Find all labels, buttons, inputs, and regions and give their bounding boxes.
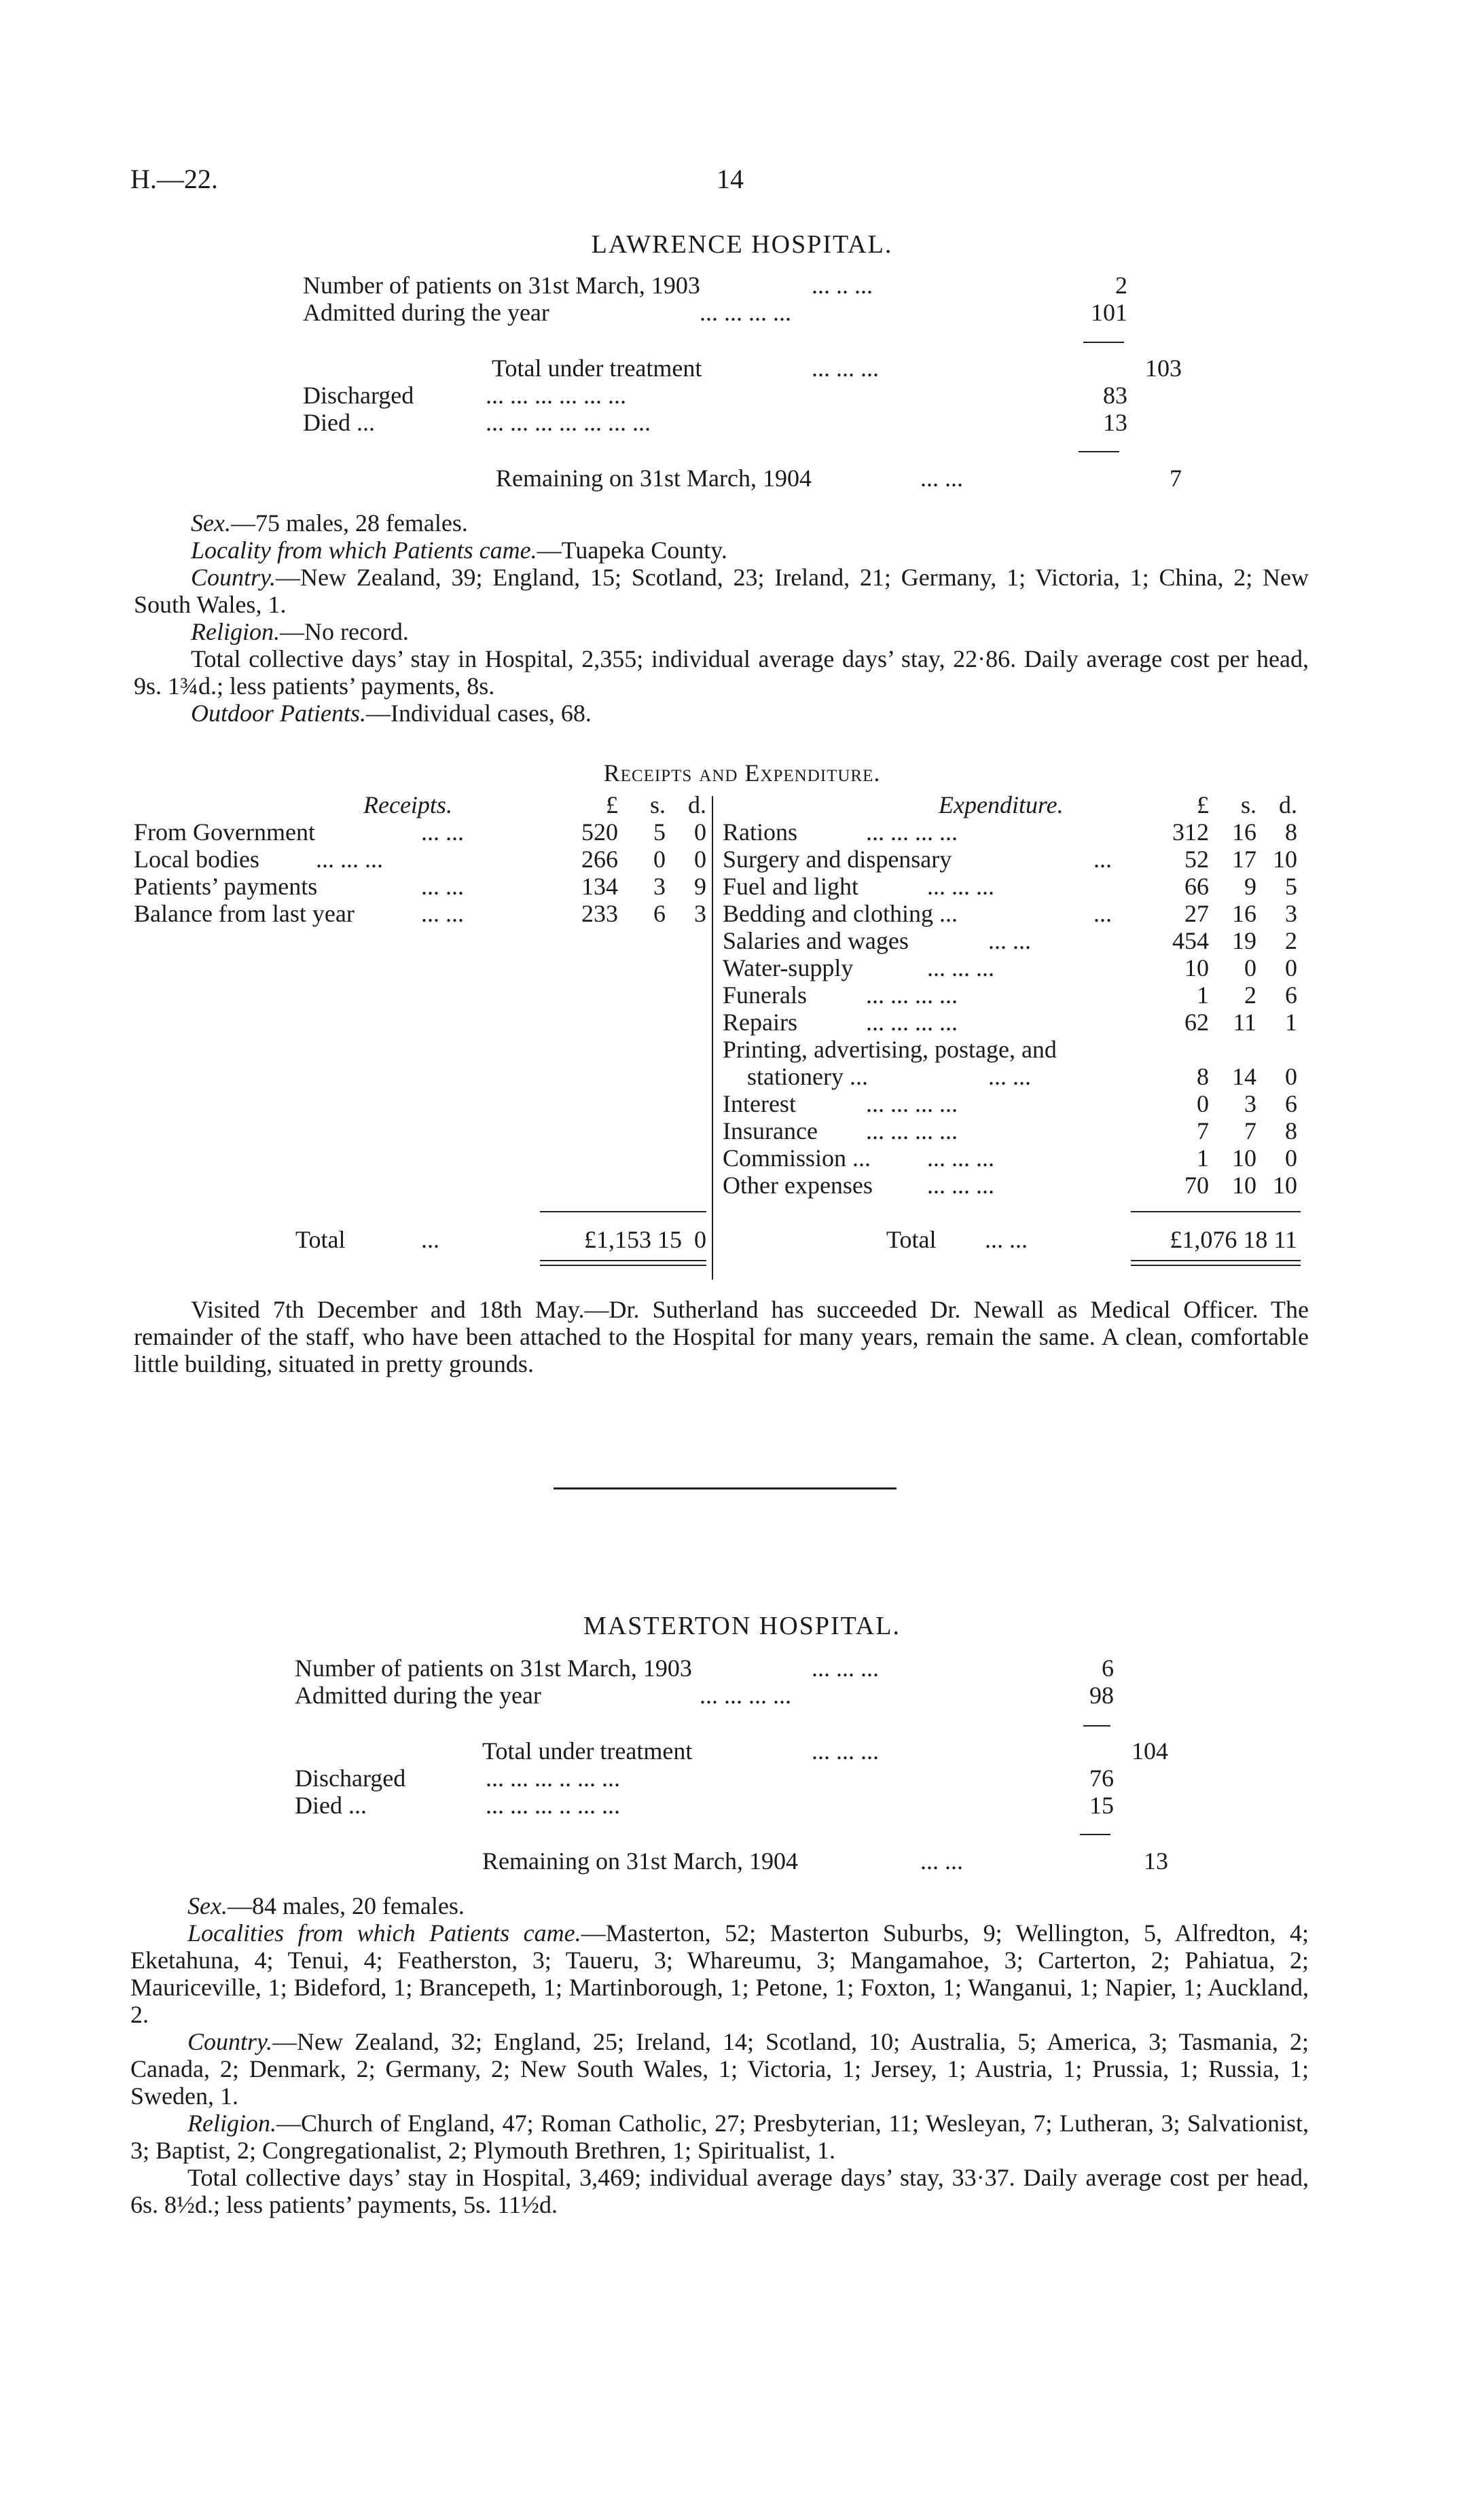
expenditure-pounds: 454 [1172,927,1209,954]
expenditure-label: Rations [723,818,798,846]
stat-value: 76 [1089,1765,1114,1792]
col-shillings: s. [1240,791,1256,818]
expenditure-pence: 2 [1285,927,1297,954]
expenditure-dots: ... ... ... [927,1144,994,1172]
stat-dots: ... ... [920,465,963,492]
expenditure-dots: ... ... ... ... [866,818,958,846]
double-rule [1131,1260,1301,1261]
expenditure-pounds: 62 [1184,1009,1209,1036]
stat-label: Number of patients on 31st March, 1903 [303,272,700,299]
col-shillings: s. [649,791,666,818]
expenditure-label: stationery ... [723,1063,868,1090]
expenditure-shillings: 16 [1232,818,1256,846]
document-reference: H.—22. [130,164,218,194]
expenditure-pounds: 1 [1197,1144,1209,1172]
receipt-pence: 0 [694,846,706,873]
expenditure-pounds: 1 [1197,981,1209,1009]
stat-label: Died ... [295,1792,367,1819]
expenditure-dots: ... ... ... ... [866,1009,958,1036]
rule [1083,342,1124,343]
stat-dots: ... ... ... ... ... ... ... [486,409,651,436]
expenditure-pence: 1 [1285,1009,1297,1036]
sex-label: Sex. [187,1892,228,1919]
expenditure-pence: 0 [1285,1144,1297,1172]
expenditure-total-dots: ... ... [985,1226,1028,1253]
expenditure-pounds: 66 [1184,873,1209,900]
expenditure-pounds: 8 [1197,1063,1209,1090]
double-rule [540,1260,706,1261]
expenditure-label: Commission ... [723,1144,871,1172]
expenditure-label: Fuel and light [723,873,858,900]
expenditure-dots: ... ... ... [927,873,994,900]
receipts-total-value: £1,153 15 0 [584,1226,706,1253]
rule [1080,1834,1110,1835]
receipt-pence: 9 [694,873,706,900]
col-pounds: £ [606,791,618,818]
accounts-title: Receipts and Expenditure. [603,759,881,787]
expenditure-pence: 6 [1285,1090,1297,1117]
stat-dots: ... ... ... [812,1655,879,1682]
expenditure-pence: 10 [1273,846,1297,873]
expenditure-pence: 5 [1285,873,1297,900]
stat-value: 2 [1115,272,1127,299]
visit-text: Visited 7th December and 18th May.—Dr. Sutherland has succeeded Dr. Newall as Medical Officer. The remainder of the staff, who have been attached to the Hospital for many years, remain the same. A clean, comfortable little building, situated in pretty grounds. [134,1296,1309,1377]
expenditure-shillings: 17 [1232,846,1256,873]
expenditure-shillings: 16 [1232,900,1256,927]
receipt-shillings: 6 [653,900,666,927]
stat-label: Remaining on 31st March, 1904 [482,1847,798,1875]
expenditure-label: Printing, advertising, postage, and [723,1036,1057,1063]
receipt-label: Patients’ payments [134,873,318,900]
masterton-title: MASTERTON HOSPITAL. [583,1612,901,1640]
stat-dots: ... ... [920,1847,963,1875]
expenditure-label: Repairs [723,1009,797,1036]
expenditure-dots: ... ... ... ... [866,1090,958,1117]
expenditure-shillings: 19 [1232,927,1256,954]
receipt-label: From Government [134,818,315,846]
expenditure-dots: ... ... [988,927,1031,954]
expenditure-shillings: 14 [1232,1063,1256,1090]
receipt-pounds: 266 [581,846,618,873]
receipts-heading: Receipts. [363,791,452,818]
stat-value: 6 [1102,1655,1114,1682]
expenditure-pounds: 7 [1197,1117,1209,1144]
expenditure-total-label: Total [886,1226,937,1253]
expenditure-label: Other expenses [723,1172,873,1199]
expenditure-shillings: 0 [1244,954,1256,981]
expenditure-dots: ... ... [988,1063,1031,1090]
receipt-dots: ... ... [421,818,464,846]
stat-dots: ... ... ... ... [700,1682,791,1709]
stat-value: 15 [1089,1792,1114,1819]
lawrence-title: LAWRENCE HOSPITAL. [591,230,893,259]
expenditure-shillings: 7 [1244,1117,1256,1144]
expenditure-heading: Expenditure. [939,791,1064,818]
expenditure-pence: 8 [1285,1117,1297,1144]
receipt-pence: 3 [694,900,706,927]
double-rule [1131,1265,1301,1266]
stat-dots: ... .. ... [812,272,873,299]
stat-value: 83 [1103,382,1127,409]
expenditure-label: Funerals [723,981,807,1009]
rule [1131,1211,1301,1212]
expenditure-pounds: 312 [1172,818,1209,846]
expenditure-pounds: 52 [1184,846,1209,873]
stat-value: 98 [1089,1682,1114,1709]
receipt-dots: ... ... ... [316,846,383,873]
stay-text: Total collective days’ stay in Hospital, 2,355; individual average days’ stay, 22·86. Daily average cost per head, 9s. 1¾d.; less patients’ payments, 8s. [134,645,1309,700]
expenditure-pence: 0 [1285,1063,1297,1090]
stat-dots: ... ... ... [812,355,879,382]
stat-value: 13 [1144,1847,1168,1875]
stat-label: Remaining on 31st March, 1904 [496,465,812,492]
stat-value: 101 [1091,299,1127,326]
stat-label: Discharged [303,382,414,409]
country-text: —New Zealand, 39; England, 15; Scotland, 23; Ireland, 21; Germany, 1; Victoria, 1; China, 2; New South Wales, 1. [134,564,1309,618]
expenditure-shillings: 2 [1244,981,1256,1009]
expenditure-label: Water-supply [723,954,854,981]
expenditure-dots: ... ... ... ... [866,1117,958,1144]
stat-value: 103 [1145,355,1182,382]
stat-value: 104 [1132,1737,1168,1765]
outdoor-label: Outdoor Patients. [191,700,366,727]
receipt-shillings: 0 [653,846,666,873]
religion-text: —No record. [279,618,409,645]
stat-label: Total under treatment [492,355,702,382]
sex-text: —75 males, 28 females. [230,509,468,537]
religion-label: Religion. [187,2110,276,2137]
receipt-shillings: 3 [653,873,666,900]
expenditure-label: Bedding and clothing ... [723,900,958,927]
stat-label: Number of patients on 31st March, 1903 [295,1655,692,1682]
receipt-dots: ... ... [421,900,464,927]
expenditure-label: Insurance [723,1117,818,1144]
stat-label: Discharged [295,1765,406,1792]
stat-value: 7 [1170,465,1182,492]
localities-text: —Masterton, 52; Masterton Suburbs, 9; Wellington, 5, Alfredton, 4; Eketahuna, 4; Tenui, 4; Featherston, 3; Taueru, 3; Whareumu, 3; Mangamahoe, 3; Carterton, 2; Pahiatua, 2; Mauriceville, 1; Bideford, 1; Brancepeth, 1; Martinborough, 1; Petone, 1; Foxton, 1; Wanganui, 1; Napier, 1; Auckland, 2. [130,1919,1309,2028]
receipt-pounds: 134 [581,873,618,900]
expenditure-label: Surgery and dispensary [723,846,952,873]
country-label: Country. [187,2028,273,2055]
stat-label: Admitted during the year [295,1682,541,1709]
locality-label: Locality from which Patients came. [191,537,537,564]
masterton-details [130,1892,1309,2218]
expenditure-label: Interest [723,1090,796,1117]
expenditure-pounds: 0 [1197,1090,1209,1117]
stat-dots: ... ... ... .. ... ... [486,1765,620,1792]
expenditure-shillings: 10 [1232,1144,1256,1172]
expenditure-total-value: £1,076 18 11 [1170,1226,1297,1253]
localities-label: Localities from which Patients came. [187,1919,581,1947]
receipt-pence: 0 [694,818,706,846]
expenditure-dots: ... [1093,900,1112,927]
receipt-dots: ... ... [421,873,464,900]
col-pounds: £ [1197,791,1209,818]
expenditure-shillings: 10 [1232,1172,1256,1199]
sex-text: —84 males, 20 females. [227,1892,465,1919]
receipts-total-dots: ... [421,1226,439,1253]
page-number: 14 [717,164,744,194]
rule [540,1211,706,1212]
receipt-shillings: 5 [653,818,666,846]
expenditure-label: Salaries and wages [723,927,909,954]
receipts-total-label: Total [295,1226,346,1253]
expenditure-pence: 8 [1285,818,1297,846]
expenditure-dots: ... [1093,846,1112,873]
expenditure-dots: ... ... ... [927,1172,994,1199]
expenditure-pounds: 70 [1184,1172,1209,1199]
receipt-label: Balance from last year [134,900,355,927]
receipt-label: Local bodies [134,846,259,873]
expenditure-pence: 6 [1285,981,1297,1009]
rule [1079,451,1119,452]
stat-value: 13 [1103,409,1127,436]
stay-text: Total collective days’ stay in Hospital, 3,469; individual average days’ stay, 33·37. Daily average cost per head, 6s. 8½d.; less patients’ payments, 5s. 11½d. [130,2164,1309,2218]
col-pence: d. [1279,791,1297,818]
expenditure-shillings: 11 [1233,1009,1256,1036]
expenditure-pence: 0 [1285,954,1297,981]
expenditure-shillings: 9 [1244,873,1256,900]
expenditure-pence: 3 [1285,900,1297,927]
column-divider [712,796,713,1280]
religion-label: Religion. [191,618,280,645]
expenditure-pounds: 10 [1184,954,1209,981]
double-rule [540,1265,706,1266]
stat-label: Admitted during the year [303,299,549,326]
receipt-pounds: 520 [581,818,618,846]
religion-text: —Church of England, 47; Roman Catholic, 27; Presbyterian, 11; Wesleyan, 7; Lutheran, 3; Salvationist, 3; Baptist, 2; Congregationalist, 2; Plymouth Brethren, 1; Spiritualist, 1. [130,2110,1309,2164]
col-pence: d. [688,791,706,818]
stat-dots: ... ... ... ... ... ... [486,382,626,409]
stat-dots: ... ... ... .. ... ... [486,1792,620,1819]
stat-label: Total under treatment [482,1737,693,1765]
stat-label: Died ... [303,409,375,436]
outdoor-text: —Individual cases, 68. [366,700,592,727]
section-separator [554,1487,897,1489]
stat-dots: ... ... ... ... [700,299,791,326]
country-label: Country. [191,564,276,591]
lawrence-visit-notes [134,1296,1309,1377]
locality-text: —Tuapeka County. [537,537,727,564]
sex-label: Sex. [191,509,231,537]
expenditure-dots: ... ... ... [927,954,994,981]
expenditure-shillings: 3 [1244,1090,1256,1117]
stat-dots: ... ... ... [812,1737,879,1765]
expenditure-pounds: 27 [1184,900,1209,927]
country-text: —New Zealand, 32; England, 25; Ireland, 14; Scotland, 10; Australia, 5; America, 3; Tasmania, 2; Canada, 2; Denmark, 2; Germany, 2; New South Wales, 1; Victoria, 1; Jersey, 1; Austria, 1; Prussia, 1; Russia, 1; Sweden, 1. [130,2028,1309,2110]
lawrence-details [134,509,1309,727]
rule [1083,1725,1110,1727]
expenditure-pence: 10 [1273,1172,1297,1199]
receipt-pounds: 233 [581,900,618,927]
expenditure-dots: ... ... ... ... [866,981,958,1009]
